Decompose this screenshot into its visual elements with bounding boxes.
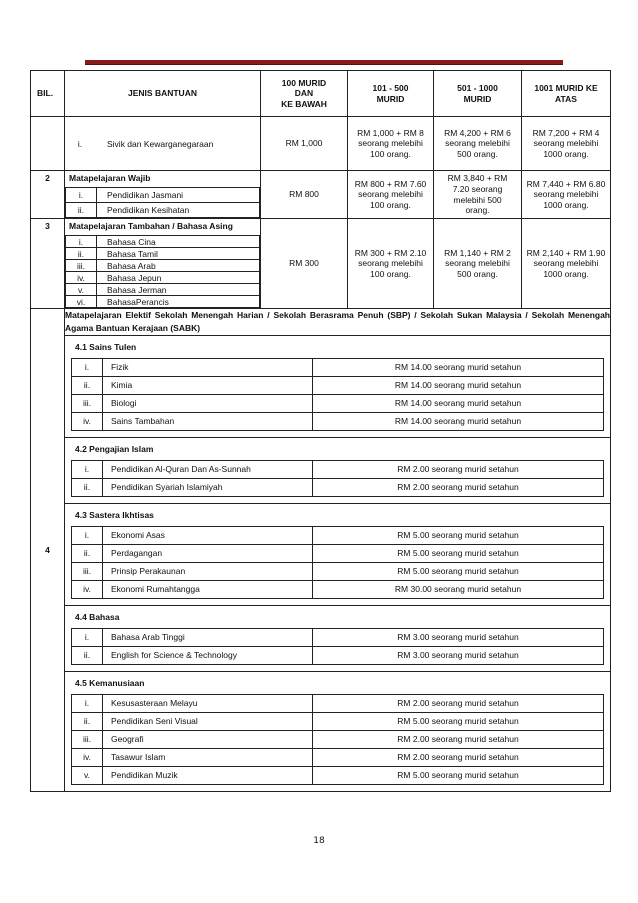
elective-group (65, 503, 610, 605)
elective-subject-row (72, 544, 604, 562)
row-wajib-bil: 2 (31, 171, 65, 219)
elective-subject-table (71, 358, 604, 431)
elective-subject-num: ii. (72, 712, 103, 730)
elective-subject-rate: RM 14.00 seorang murid setahun (313, 358, 604, 376)
elective-subject-row (72, 766, 604, 784)
row-tambahan (31, 219, 611, 309)
elective-subject-num: iv. (72, 412, 103, 430)
row-elektif-body (31, 335, 611, 791)
elective-group (65, 336, 610, 437)
elective-subject-rate: RM 5.00 seorang murid setahun (313, 766, 604, 784)
wajib-subject-item (66, 203, 260, 218)
header-101-500-murid: 101 - 500 MURID (348, 71, 434, 117)
elective-subject-name: English for Science & Technology (103, 646, 313, 664)
row-sivik-cost-1000: RM 4,200 + RM 6 seorang melebihi 500 orang. (434, 117, 522, 171)
header-rule (85, 60, 563, 65)
elective-group-title: 4.2 Pengajian Islam (75, 443, 154, 454)
row-sivik (31, 117, 611, 171)
elective-subject-num: iii. (72, 562, 103, 580)
elective-group (65, 671, 610, 791)
elective-subject-rate: RM 3.00 seorang murid setahun (313, 628, 604, 646)
elective-subject-rate: RM 14.00 seorang murid setahun (313, 412, 604, 430)
elective-subject-table (71, 694, 604, 785)
table-header-row (31, 71, 611, 117)
elective-subject-num: ii. (72, 376, 103, 394)
wajib-subject-item-name: Pendidikan Kesihatan (97, 203, 260, 218)
elective-subject-row (72, 394, 604, 412)
elective-subject-num: iv. (72, 580, 103, 598)
elective-subject-row (72, 712, 604, 730)
elektif-groups (65, 335, 611, 791)
row-elektif-title-row (31, 309, 611, 336)
wajib-subject-item-name: Pendidikan Jasmani (97, 188, 260, 203)
elective-subject-row (72, 376, 604, 394)
elective-subject-num: i. (72, 628, 103, 646)
elective-subject-rate: RM 2.00 seorang murid setahun (313, 730, 604, 748)
elective-subject-num: iii. (72, 730, 103, 748)
row-elektif-title: Matapelajaran Elektif Sekolah Menengah Harian / Sekolah Berasrama Penuh (SBP) / Sekolah Sukan Malaysia / Sekolah Menengah Agama Bantuan Kerajaan (SABK) (65, 309, 611, 336)
row-wajib-cost-100: RM 800 (261, 171, 348, 219)
row-wajib-cost-1000: RM 3,840 + RM 7.20 seorang melebihi 500 orang. (434, 171, 522, 219)
tambahan-subject-list (65, 235, 260, 308)
elective-subject-num: i. (72, 460, 103, 478)
elective-subject-row (72, 628, 604, 646)
elective-subject-num: v. (72, 766, 103, 784)
row-tambahan-title: Matapelajaran Tambahan / Bahasa Asing (69, 221, 233, 231)
elective-subject-rate: RM 3.00 seorang murid setahun (313, 646, 604, 664)
header-100-murid: 100 MURID DAN KE BAWAH (261, 71, 348, 117)
elective-subject-row (72, 748, 604, 766)
elective-subject-rate: RM 30.00 seorang murid setahun (313, 580, 604, 598)
elective-subject-rate: RM 5.00 seorang murid setahun (313, 526, 604, 544)
row-sivik-cost-100: RM 1,000 (261, 117, 348, 171)
elective-subject-name: Geografi (103, 730, 313, 748)
row-sivik-cost-1001: RM 7,200 + RM 4 seorang melebihi 1000 orang. (522, 117, 611, 171)
tambahan-subject-item-num: vi. (66, 296, 97, 308)
elective-subject-name: Pendidikan Al-Quran Dan As-Sunnah (103, 460, 313, 478)
row-sivik-bil (31, 117, 65, 171)
allocation-table (30, 70, 611, 792)
wajib-subject-item-num: ii. (66, 203, 97, 218)
elective-group-title: 4.4 Bahasa (75, 611, 120, 622)
elective-subject-name: Ekonomi Asas (103, 526, 313, 544)
elective-subject-num: i. (72, 526, 103, 544)
tambahan-subject-item-num: ii. (66, 248, 97, 260)
row-elektif-bil: 4 (31, 309, 65, 792)
elective-subject-num: i. (72, 358, 103, 376)
elective-subject-name: Pendidikan Syariah Islamiyah (103, 478, 313, 496)
row-wajib (31, 171, 611, 219)
tambahan-subject-item-num: v. (66, 284, 97, 296)
elective-subject-rate: RM 14.00 seorang murid setahun (313, 394, 604, 412)
tambahan-subject-item-num: i. (66, 236, 97, 248)
elective-subject-name: Kimia (103, 376, 313, 394)
elective-subject-rate: RM 2.00 seorang murid setahun (313, 460, 604, 478)
row-sivik-cost-500: RM 1,000 + RM 8 seorang melebihi 100 orang. (348, 117, 434, 171)
row-wajib-title: Matapelajaran Wajib (69, 173, 151, 183)
elective-subject-row (72, 562, 604, 580)
row-tambahan-cost-1000: RM 1,140 + RM 2 seorang melebihi 500 orang. (434, 219, 522, 309)
row-wajib-cost-500: RM 800 + RM 7.60 seorang melebihi 100 orang. (348, 171, 434, 219)
elective-subject-num: ii. (72, 646, 103, 664)
row-sivik-name: Sivik dan Kewarganegaraan (107, 138, 214, 149)
elective-subject-num: ii. (72, 544, 103, 562)
elective-subject-table (71, 526, 604, 599)
header-501-1000-murid: 501 - 1000 MURID (434, 71, 522, 117)
elective-subject-rate: RM 5.00 seorang murid setahun (313, 562, 604, 580)
elective-subject-name: Bahasa Arab Tinggi (103, 628, 313, 646)
elective-subject-name: Kesusasteraan Melayu (103, 694, 313, 712)
elective-subject-row (72, 646, 604, 664)
tambahan-subject-item (66, 248, 260, 260)
elective-subject-num: iii. (72, 394, 103, 412)
row-wajib-cost-1001: RM 7,440 + RM 6.80 seorang melebihi 1000 orang. (522, 171, 611, 219)
tambahan-subject-item-name: BahasaPerancis (97, 296, 260, 308)
wajib-subject-list (65, 187, 260, 218)
tambahan-subject-item-name: Bahasa Jerman (97, 284, 260, 296)
row-tambahan-cost-500: RM 300 + RM 2.10 seorang melebihi 100 orang. (348, 219, 434, 309)
elective-subject-name: Tasawur Islam (103, 748, 313, 766)
elective-group (65, 605, 610, 671)
elective-subject-row (72, 526, 604, 544)
elective-subject-name: Perdagangan (103, 544, 313, 562)
elective-subject-num: ii. (72, 478, 103, 496)
row-sivik-num: i. (77, 138, 83, 149)
elective-subject-name: Sains Tambahan (103, 412, 313, 430)
row-tambahan-cost-100: RM 300 (261, 219, 348, 309)
elective-subject-row (72, 478, 604, 496)
elective-subject-rate: RM 5.00 seorang murid setahun (313, 712, 604, 730)
elective-group-title: 4.3 Sastera Ikhtisas (75, 509, 154, 520)
tambahan-subject-item (66, 272, 260, 284)
elective-group-title: 4.5 Kemanusiaan (75, 677, 145, 688)
tambahan-subject-item-num: iii. (66, 260, 97, 272)
elective-subject-rate: RM 2.00 seorang murid setahun (313, 694, 604, 712)
row-tambahan-cost-1001: RM 2,140 + RM 1.90 seorang melebihi 1000 orang. (522, 219, 611, 309)
row-tambahan-bil: 3 (31, 219, 65, 309)
elective-subject-rate: RM 5.00 seorang murid setahun (313, 544, 604, 562)
elective-subject-row (72, 358, 604, 376)
tambahan-subject-item-num: iv. (66, 272, 97, 284)
tambahan-subject-item (66, 236, 260, 248)
elective-subject-num: iv. (72, 748, 103, 766)
tambahan-subject-item-name: Bahasa Arab (97, 260, 260, 272)
elective-subject-name: Pendidikan Seni Visual (103, 712, 313, 730)
elective-subject-rate: RM 2.00 seorang murid setahun (313, 748, 604, 766)
wajib-subject-item-num: i. (66, 188, 97, 203)
elective-subject-name: Prinsip Perakaunan (103, 562, 313, 580)
tambahan-subject-item-name: Bahasa Jepun (97, 272, 260, 284)
elective-subject-row (72, 580, 604, 598)
header-1001-murid: 1001 MURID KE ATAS (522, 71, 611, 117)
elective-group-title: 4.1 Sains Tulen (75, 341, 137, 352)
elective-subject-table (71, 460, 604, 497)
tambahan-subject-item (66, 260, 260, 272)
elective-subject-rate: RM 2.00 seorang murid setahun (313, 478, 604, 496)
tambahan-subject-item-name: Bahasa Cina (97, 236, 260, 248)
header-jenis-bantuan: JENIS BANTUAN (65, 71, 261, 117)
elective-group (65, 437, 610, 503)
elective-subject-name: Fizik (103, 358, 313, 376)
elective-subject-table (71, 628, 604, 665)
elective-subject-name: Biologi (103, 394, 313, 412)
tambahan-subject-item (66, 284, 260, 296)
elective-subject-name: Pendidikan Muzik (103, 766, 313, 784)
elective-subject-rate: RM 14.00 seorang murid setahun (313, 376, 604, 394)
elective-subject-row (72, 412, 604, 430)
header-bil: BIL. (31, 71, 65, 117)
wajib-subject-item (66, 188, 260, 203)
tambahan-subject-item-name: Bahasa Tamil (97, 248, 260, 260)
elective-subject-num: i. (72, 694, 103, 712)
tambahan-subject-item (66, 296, 260, 308)
elective-subject-row (72, 460, 604, 478)
elective-subject-name: Ekonomi Rumahtangga (103, 580, 313, 598)
elective-subject-row (72, 730, 604, 748)
page-number: 18 (313, 836, 325, 846)
elective-subject-row (72, 694, 604, 712)
